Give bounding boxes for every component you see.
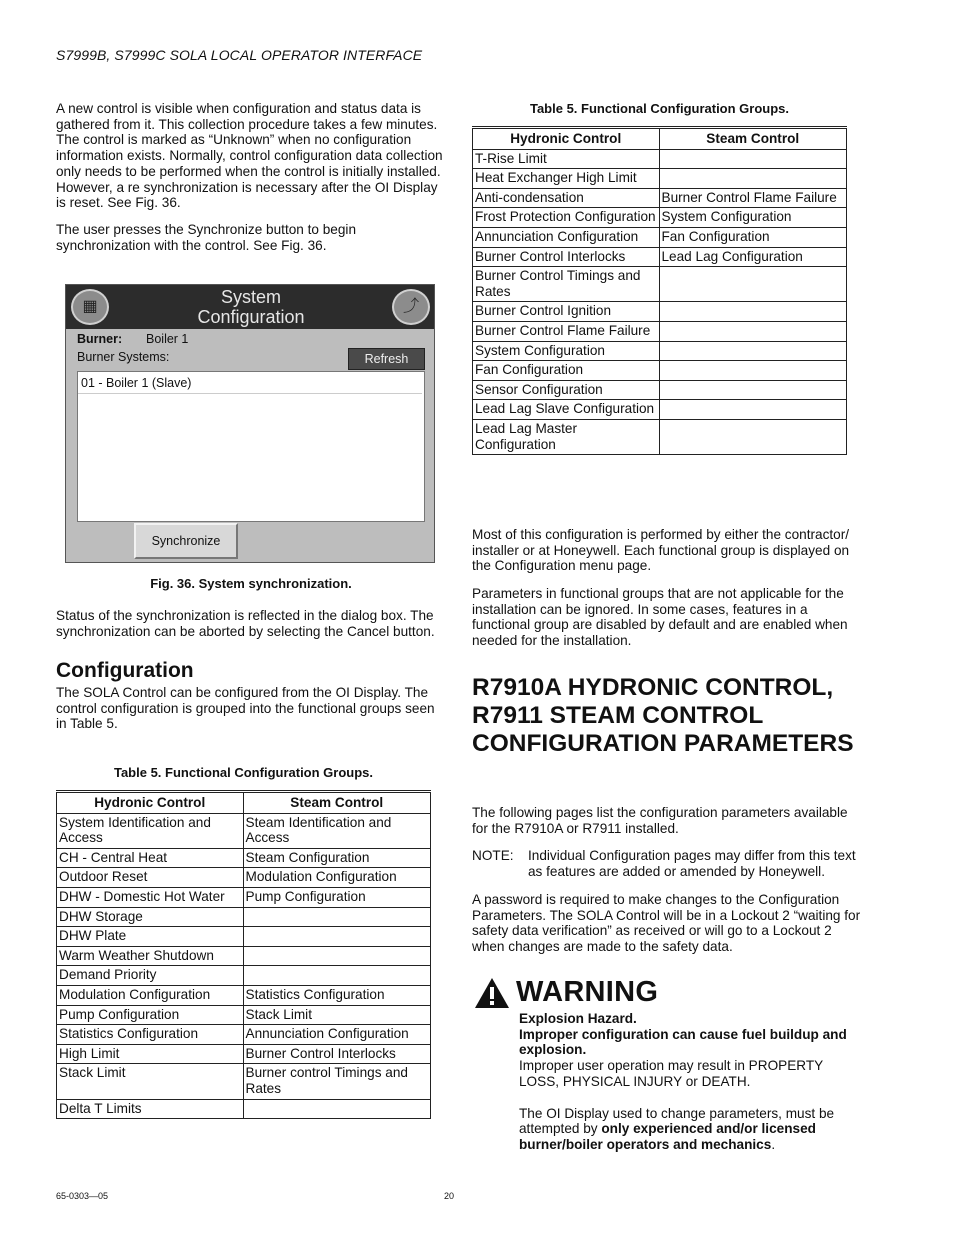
table-row xyxy=(473,419,847,454)
steam-cell: Stack Limit xyxy=(243,1005,431,1025)
list-item: 01 - Boiler 1 (Slave) xyxy=(78,372,422,394)
hydronic-cell: Burner Control Flame Failure xyxy=(473,321,660,341)
table-row xyxy=(57,887,431,907)
table-header-row xyxy=(57,792,431,814)
table-header-steam: Steam Control xyxy=(243,792,431,814)
table-row xyxy=(57,1044,431,1064)
table-row xyxy=(57,966,431,986)
steam-cell xyxy=(659,361,847,381)
footer-doc-number: 65-0303—05 xyxy=(56,1191,109,1201)
table-row xyxy=(473,208,847,228)
warning-line-hazard: Explosion Hazard. xyxy=(519,1011,637,1026)
hydronic-cell: Fan Configuration xyxy=(473,361,660,381)
table-row xyxy=(473,227,847,247)
steam-cell xyxy=(243,927,431,947)
footer-page-number: 20 xyxy=(444,1191,455,1201)
steam-cell: Steam Configuration xyxy=(243,848,431,868)
figure-title-line2: Configuration xyxy=(197,307,305,327)
note-text: Individual Configuration pages may differ from this text as features are added or amended by Honeywell. xyxy=(528,848,856,879)
configuration-heading: Configuration xyxy=(56,659,194,682)
back-icon: ⤴ xyxy=(392,289,430,325)
warning-operators-text: The OI Display used to change parameters, must be attempted by xyxy=(519,1105,835,1137)
table-row xyxy=(473,380,847,400)
contractor-paragraph xyxy=(472,527,864,574)
burner-systems-list xyxy=(77,371,425,522)
steam-cell xyxy=(659,419,847,454)
table-row xyxy=(57,985,431,1005)
steam-cell: Burner control Timings and Rates xyxy=(243,1064,431,1099)
warning-heading: WARNING xyxy=(516,976,659,1008)
steam-cell: Steam Identification and Access xyxy=(243,813,431,848)
synchronize-paragraph xyxy=(56,222,446,253)
table-row xyxy=(473,247,847,267)
system-sync-figure xyxy=(65,284,435,563)
table-row xyxy=(57,927,431,947)
configuration-text: The SOLA Control can be configured from the OI Display. The control configuration is grouped into the functional groups seen in Table 5. xyxy=(56,685,435,732)
synchronize-button: Synchronize xyxy=(134,523,238,559)
hydronic-cell: Statistics Configuration xyxy=(57,1025,244,1045)
steam-cell xyxy=(659,380,847,400)
hydronic-cell: T-Rise Limit xyxy=(473,149,660,169)
parameters-list-paragraph xyxy=(472,805,864,836)
table-row xyxy=(57,848,431,868)
hydronic-cell: Modulation Configuration xyxy=(57,985,244,1005)
hydronic-cell: Anti-condensation xyxy=(473,188,660,208)
parameters-list-text: The following pages list the configuration parameters available for the R7910A or R7911 installed. xyxy=(472,805,848,836)
table-row xyxy=(473,361,847,381)
hydronic-cell: Burner Control Interlocks xyxy=(473,247,660,267)
functional-groups-table-left xyxy=(56,790,431,1119)
warning-line-operators xyxy=(519,1106,864,1153)
table-row xyxy=(473,188,847,208)
sync-status-text: Status of the synchronization is reflected in the dialog box. The synchronization can be aborted by selecting the Cancel button. xyxy=(56,608,435,639)
refresh-button: Refresh xyxy=(348,348,425,370)
table-row xyxy=(57,907,431,927)
table-row xyxy=(57,868,431,888)
table-header-row xyxy=(473,128,847,150)
intro-paragraph xyxy=(56,101,446,211)
hydronic-cell: Annunciation Configuration xyxy=(473,227,660,247)
table-row xyxy=(473,321,847,341)
contractor-text: Most of this configuration is performed by either the contractor/ installer or at Honeywell. Each functional group is displayed on the Configuration menu page. xyxy=(472,527,850,574)
hydronic-cell: DHW Storage xyxy=(57,907,244,927)
intro-text: A new control is visible when configuration and status data is gathered from it. This collection procedure takes a few minutes. The control is marked as “Unknown” when no configuration information exists. Normally, control configuration data collection only needs to be performed when the control is initially installed. However, a re synchronization is necessary after the OI Display is reset. See Fig. 36. xyxy=(56,101,443,211)
section-heading: R7910A HYDRONIC CONTROL, R7911 STEAM CONTROL CONFIGURATION PARAMETERS xyxy=(472,674,854,757)
table-row xyxy=(57,1025,431,1045)
hydronic-cell: DHW Plate xyxy=(57,927,244,947)
hydronic-cell: Delta T Limits xyxy=(57,1099,244,1119)
configuration-paragraph xyxy=(56,685,446,732)
table-header-steam: Steam Control xyxy=(659,128,847,150)
table-row xyxy=(473,302,847,322)
hydronic-cell: CH - Central Heat xyxy=(57,848,244,868)
table-row xyxy=(473,169,847,189)
hydronic-cell: System Identification and Access xyxy=(57,813,244,848)
table-row xyxy=(473,149,847,169)
parameters-text: Parameters in functional groups that are not applicable for the installation can be ignored. In some cases, features in a functional group are disabled by default and are enabled when needed for the installation. xyxy=(472,586,848,649)
steam-cell xyxy=(659,169,847,189)
hydronic-cell: DHW - Domestic Hot Water xyxy=(57,887,244,907)
hydronic-cell: Sensor Configuration xyxy=(473,380,660,400)
warning-operators-bold: only experienced and/or licensed burner/boiler operators and mechanics xyxy=(519,1121,816,1152)
table-row xyxy=(473,400,847,420)
steam-cell xyxy=(243,946,431,966)
steam-cell: Fan Configuration xyxy=(659,227,847,247)
table-header-hydronic: Hydronic Control xyxy=(57,792,244,814)
home-icon: ▦ xyxy=(71,289,109,325)
table-row xyxy=(57,1005,431,1025)
table-row xyxy=(57,813,431,848)
hydronic-cell: Pump Configuration xyxy=(57,1005,244,1025)
steam-cell xyxy=(659,341,847,361)
table-row xyxy=(57,1099,431,1119)
figure-title-line1: System xyxy=(220,287,281,307)
hydronic-cell: High Limit xyxy=(57,1044,244,1064)
steam-cell: Pump Configuration xyxy=(243,887,431,907)
warning-icon xyxy=(474,977,510,1009)
table-row xyxy=(57,946,431,966)
sync-status-paragraph xyxy=(56,608,448,639)
synchronize-text: The user presses the Synchronize button to begin synchronization with the control. See Fig. 36. xyxy=(56,222,356,253)
hydronic-cell: Burner Control Ignition xyxy=(473,302,660,322)
figure-caption: Fig. 36. System synchronization. xyxy=(150,576,352,591)
hydronic-cell: Lead Lag Master Configuration xyxy=(473,419,660,454)
steam-cell xyxy=(659,321,847,341)
steam-cell xyxy=(243,1099,431,1119)
burner-value: Boiler 1 xyxy=(146,332,189,346)
hydronic-cell: Demand Priority xyxy=(57,966,244,986)
steam-cell: Annunciation Configuration xyxy=(243,1025,431,1045)
left-table-caption: Table 5. Functional Configuration Groups. xyxy=(113,765,374,780)
table-row xyxy=(473,341,847,361)
burner-label: Burner: xyxy=(77,332,123,346)
steam-cell: Modulation Configuration xyxy=(243,868,431,888)
steam-cell xyxy=(243,907,431,927)
hydronic-cell: Lead Lag Slave Configuration xyxy=(473,400,660,420)
steam-cell: Burner Control Interlocks xyxy=(243,1044,431,1064)
steam-cell: Lead Lag Configuration xyxy=(659,247,847,267)
warning-line-consequence: Improper user operation may result in PROPERTY LOSS, PHYSICAL INJURY or DEATH. xyxy=(519,1058,823,1089)
right-table-caption: Table 5. Functional Configuration Groups. xyxy=(529,101,790,116)
steam-cell xyxy=(659,400,847,420)
warning-body xyxy=(519,1011,864,1153)
table-row xyxy=(473,267,847,302)
steam-cell xyxy=(243,966,431,986)
hydronic-cell: Burner Control Timings and Rates xyxy=(473,267,660,302)
hydronic-cell: Heat Exchanger High Limit xyxy=(473,169,660,189)
steam-cell: Statistics Configuration xyxy=(243,985,431,1005)
hydronic-cell: Outdoor Reset xyxy=(57,868,244,888)
warning-operators-end: . xyxy=(771,1136,776,1152)
password-paragraph xyxy=(472,892,864,955)
table-header-hydronic: Hydronic Control xyxy=(473,128,660,150)
page-header: S7999B, S7999C SOLA LOCAL OPERATOR INTERFACE xyxy=(56,47,423,63)
hydronic-cell: Stack Limit xyxy=(57,1064,244,1099)
hydronic-cell: Warm Weather Shutdown xyxy=(57,946,244,966)
parameters-paragraph xyxy=(472,586,862,649)
warning-line-improper-config: Improper configuration can cause fuel buildup and explosion. xyxy=(519,1026,847,1058)
table-row xyxy=(57,1064,431,1099)
password-text: A password is required to make changes to the Configuration Parameters. The SOLA Control will be in a Lockout 2 “waiting for safety data verification” as received or will go to a Lockout 2 when changes are made to the safety data. xyxy=(472,892,861,955)
functional-groups-table-right xyxy=(472,126,847,455)
steam-cell: Burner Control Flame Failure xyxy=(659,188,847,208)
note-label: NOTE: xyxy=(472,848,514,863)
steam-cell: System Configuration xyxy=(659,208,847,228)
hydronic-cell: System Configuration xyxy=(473,341,660,361)
steam-cell xyxy=(659,302,847,322)
burner-systems-label: Burner Systems: xyxy=(77,350,170,364)
steam-cell xyxy=(659,149,847,169)
steam-cell xyxy=(659,267,847,302)
figure-title xyxy=(176,287,326,327)
hydronic-cell: Frost Protection Configuration xyxy=(473,208,660,228)
